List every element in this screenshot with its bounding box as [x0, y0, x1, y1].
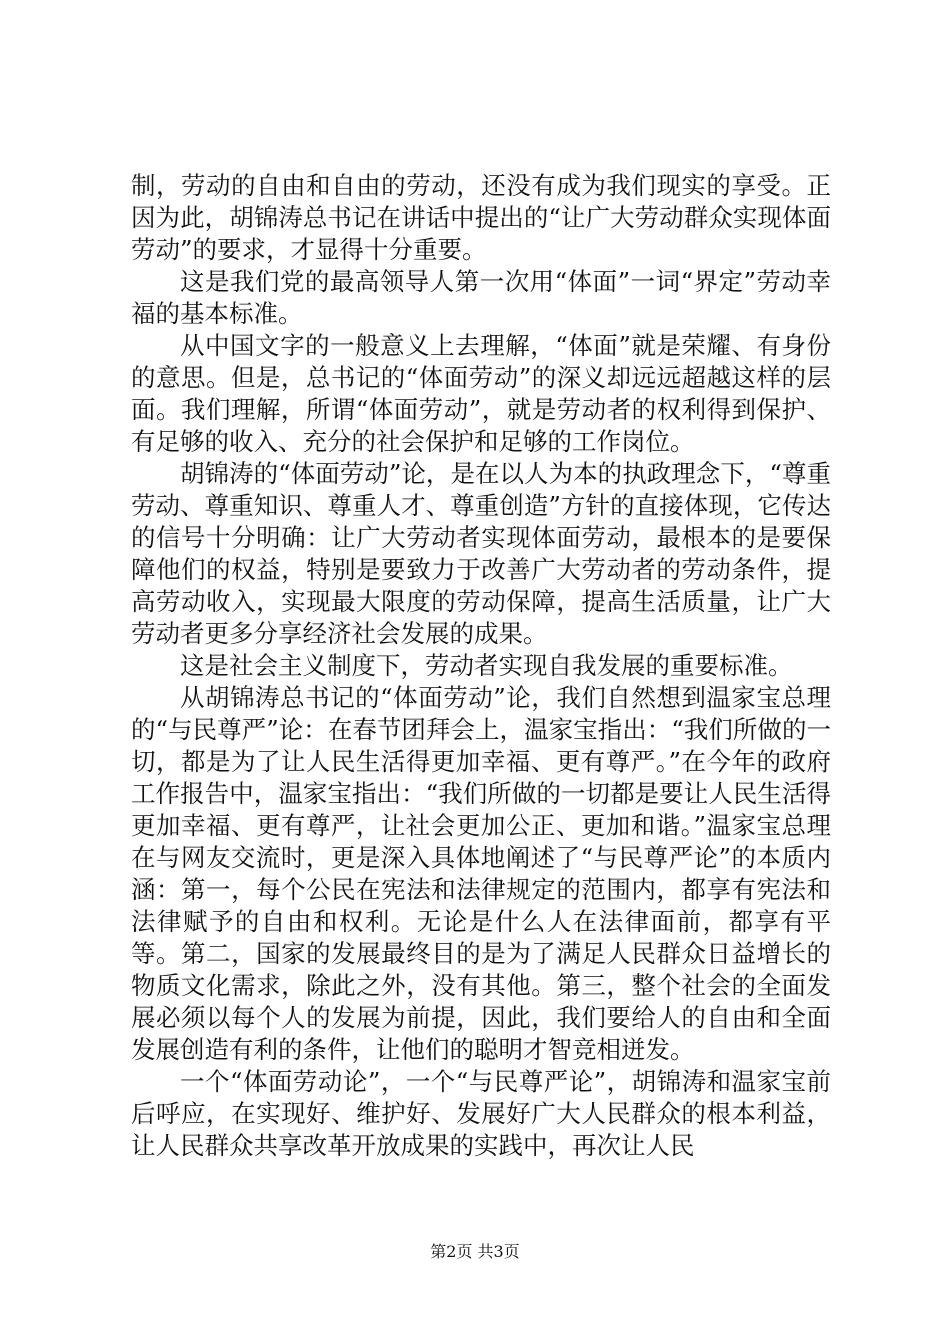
paragraph: 从胡锦涛总书记的“体面劳动”论，我们自然想到温家宝总理的“与民尊严”论：在春节团拜会上，温家宝指出：“我们所做的一切，都是为了让人民生活得更加幸福、更有尊严。”在今年的政府工作报告中，温家宝指出：“我们所做的一切都是要让人民生活得更加幸福、更有尊严，让社会更加公正、更加和谐。”温家宝总理在与网友交流时，更是深入具体地阐述了“与民尊严论”的本质内涵：第一，每个公民在宪法和法律规定的范围内，都享有宪法和法律赋予的自由和权利。无论是什么人在法律面前，都享有平等。第二，国家的发展最终目的是为了满足人民群众日益增长的物质文化需求，除此之外，没有其他。第三，整个社会的全面发展必须以每个人的发展为前提，因此，我们要给人的自由和全面发展创造有利的条件，让他们的聪明才智竞相迸发。	[131, 683, 831, 1064]
document-body	[131, 170, 831, 1162]
paragraph: 从中国文字的一般意义上去理解，“体面”就是荣耀、有身份的意思。但是，总书记的“体面劳动”的深义却远远超越这样的层面。我们理解，所谓“体面劳动”，就是劳动者的权利得到保护、有足够的收入、充分的社会保护和足够的工作岗位。	[131, 331, 831, 456]
paragraph-continuation: 制，劳动的自由和自由的劳动，还没有成为我们现实的享受。正因为此，胡锦涛总书记在讲话中提出的“让广大劳动群众实现体面劳动”的要求，才显得十分重要。	[131, 171, 831, 264]
paragraph: 胡锦涛的“体面劳动”论，是在以人为本的执政理念下，“尊重劳动、尊重知识、尊重人才、尊重创造”方针的直接体现，它传达的信号十分明确：让广大劳动者实现体面劳动，最根本的是要保障他们的权益，特别是要致力于改善广大劳动者的劳动条件，提高劳动收入，实现最大限度的劳动保障，提高生活质量，让广大劳动者更多分享经济社会发展的成果。	[131, 459, 831, 648]
paragraph: 这是社会主义制度下，劳动者实现自我发展的重要标准。	[180, 651, 793, 680]
paragraph: 一个“体面劳动论”，一个“与民尊严论”，胡锦涛和温家宝前后呼应，在实现好、维护好、发展好广大人民群众的根本利益，让人民群众共享改革开放成果的实践中，再次让人民	[131, 1067, 831, 1160]
paragraph: 这是我们党的最高领导人第一次用“体面”一词“界定”劳动幸福的基本标准。	[131, 267, 831, 328]
page-number-footer: 第2页 共3页	[430, 1242, 520, 1261]
